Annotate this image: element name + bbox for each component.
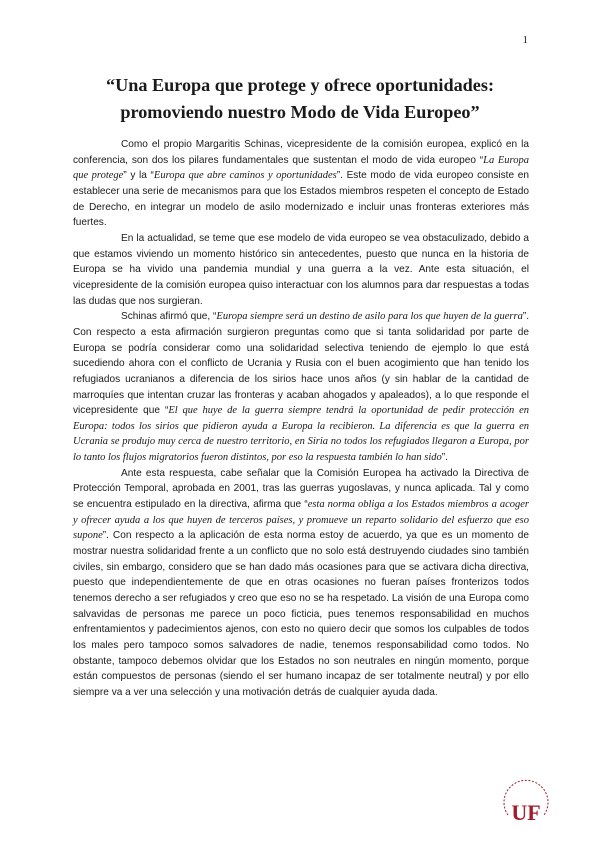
document-body xyxy=(73,137,529,701)
paragraph-4 xyxy=(73,466,529,701)
paragraph-text: Ante esta respuesta, cabe señalar que la Comisión Europea ha activado la Directiva de Protección Temporal, aprobada en 2001, tras las guerras yugoslavas, y nunca aplicada. Tal y como se encuentra estipulado en la directiva, afirma que “ xyxy=(73,467,529,511)
quote-text: Europa que abre caminos y oportunidades xyxy=(153,170,337,182)
paragraph-text: ”. Con respecto a esta afirmación surgieron preguntas como que si tanta solidaridad por parte de Europa se podría considerar como una solidaridad selectiva teniendo de ejemplo lo que está sucediendo ahora con el conflicto de Ucrania y Rusia con el buen acogimiento que han tenido los refugiados ucranianos a diferencia de los sirios hace unos años (y sin hablar de la cantidad de marroquíes que intentan cruzar las fronteras y acaban ahogados y apaleados), a lo que responde el vicepresidente que “ xyxy=(73,311,529,417)
quote-text: Europa siempre será un destino de asilo para los que huyen de la guerra xyxy=(216,311,523,323)
paragraph-text: Como el propio Margaritis Schinas, vicepresidente de la comisión europea, explicó en la conferencia, son dos los pilares fundamentales que sustentan el modo de vida europeo “ xyxy=(73,139,529,166)
paragraph-1 xyxy=(73,137,529,231)
paragraph-text: Schinas afirmó que, “ xyxy=(121,311,217,323)
paragraph-text: ”. Con respecto a la aplicación de esta norma estoy de acuerdo, ya que es un momento de mostrar nuestra solidaridad frente a un conflicto que no solo está destruyendo ciudades sino también civiles, sin embargo, considero que se han dado más ocasiones para que se activara dicha directiva, puesto que independientemente de que en otras ocasiones no fueran países fronterizos todos tenemos derecho a ser refugiados y creo que eso no se ha respetado. La visión de una Europa como salvavidas de personas me parece un poco ficticia, pues tenemos responsabilidad en muchos enfrentamientos y padecimientos ajenos, con esto no quiero decir que somos los culpables de todos los males pero tampoco somos salvadores de nadie, tenemos responsabilidad como todos. No obstante, tampoco debemos olvidar que los Estados no son neutrales en ningún momento, porque están compuestos de personas (siendo el ser humano incapaz de ser totalmente neutral) y por ello siempre va a ver una selección y una motivación detrás de cualquier ayuda dada. xyxy=(73,530,529,698)
quote-text: El que huye de la guerra siempre tendrá la oportunidad de pedir protección en Europa: todos los sirios que pidieron ayuda a Europa la recibieron. La diferencia es que la guerra en Ucrania se produjo muy cerca de nuestro territorio, en Siria no todos los refugiados llegaron a Europa, por lo tanto los flujos migratorios fueron distintos, por eso la respuesta también lo han sido xyxy=(73,405,529,464)
page-number: 1 xyxy=(522,34,528,46)
quote-text: esta norma obliga a los Estados miembros a acoger y ofrecer ayuda a los que huyen de terceros países, y promueve un reparto solidario del esfuerzo que eso supone xyxy=(73,499,529,542)
paragraph-2 xyxy=(73,231,529,309)
logo-letters: UF xyxy=(511,800,541,825)
paragraph-3 xyxy=(73,309,529,466)
university-logo xyxy=(496,775,556,835)
paragraph-text: ”. Este modo de vida europeo consiste en establecer una serie de mecanismos para que los Estados miembros respeten el concepto de Estado de Derecho, en integrar un modelo de asilo modernizado e incluir unas fronteras exteriores más fuertes. xyxy=(73,170,529,229)
quote-text: La Europa que protege xyxy=(73,154,529,182)
page-title: “Una Europa que protege y ofrece oportunidades: promoviendo nuestro Modo de Vida Europeo” xyxy=(105,75,494,122)
paragraph-text: ”. xyxy=(441,452,448,464)
paragraph-text: ” y la “ xyxy=(123,170,154,182)
paragraph-text: En la actualidad, se teme que ese modelo de vida europeo se vea obstaculizado, debido a que estamos viviendo un momento histórico sin antecedentes, puesto que nunca en la historia de Europa se ha vivido una pandemia mundial y una guerra a la vez. Ante esta situación, el vicepresidente de la comisión europea quiso interactuar con los alumnos para dar respuestas a todas las dudas que nos surgieran. xyxy=(73,232,529,307)
